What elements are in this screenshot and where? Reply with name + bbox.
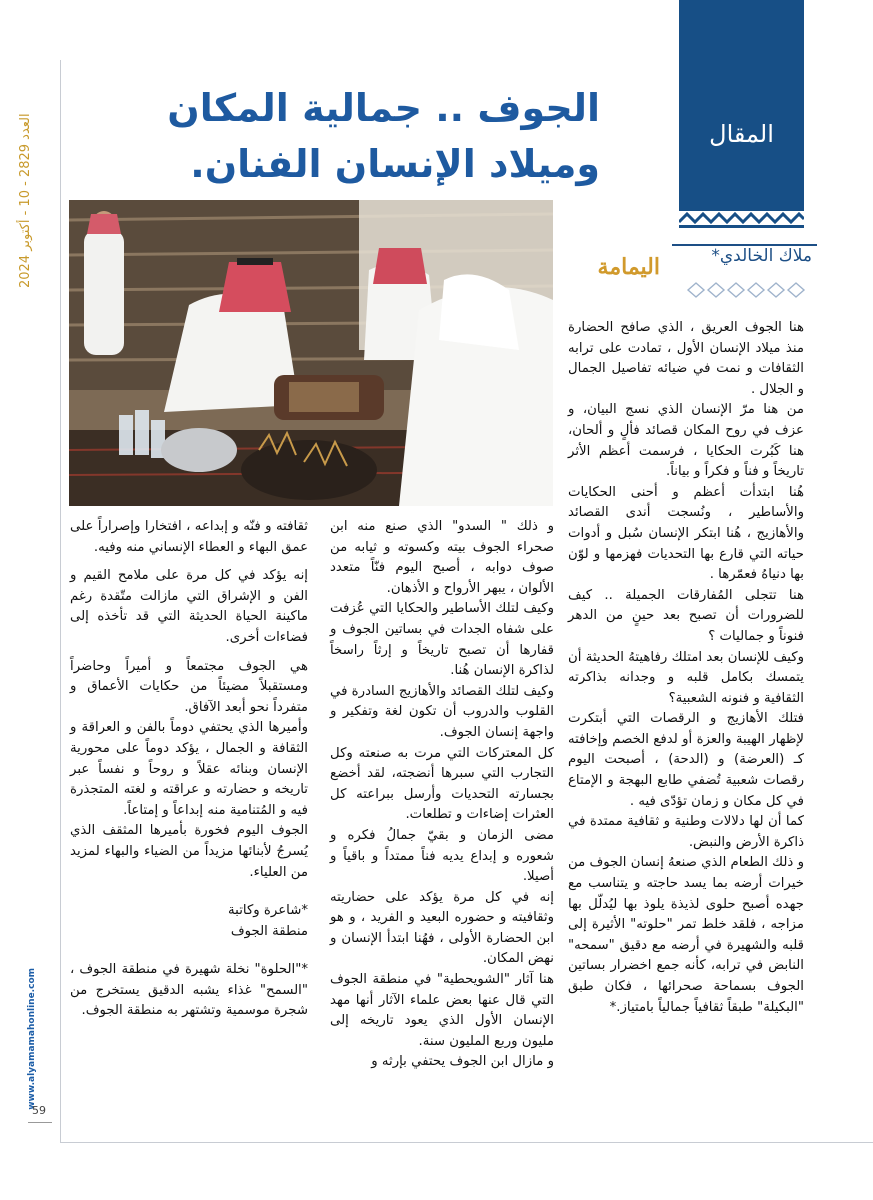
author-name: ملاك الخالدي*: [711, 246, 812, 266]
paragraph: هي الجوف مجتمعاً و أميراً وحاضراً ومستقبلاً مضيئاً من حكايات الأعماق و متفرداً نحو أبعد الآفاق.: [70, 658, 308, 715]
paragraph: و مازال ابن الجوف يحتفي بإرثه و: [371, 1054, 554, 1070]
paragraph: إنه في كل مرة يؤكد على حضاريته وثقافيته و حضوره البعيد و الفريد ، و هو ابن الحضارة الأولى ، فهُنا ابتدأ الإنسان و نهض المكان.: [330, 889, 554, 967]
title-line-1: الجوف .. جمالية المكان: [167, 86, 600, 130]
paragraph: كما أن لها دلالات وطنية و ثقافية ممتدة في ذاكرة الأرض والنبض.: [568, 814, 804, 850]
page-number: 59: [32, 1104, 46, 1117]
paragraph: هُنا ابتدأت أعظم و أحنى الحكايات والأساطير ، ونُسجت أندى القصائد والأهازيج ، هُنا ابتكر الإنسان سُبل و أدوات حياته التي قارع بها التحديات فهزمها و لوّن بها دنياهُ فعمّرها .: [568, 484, 804, 583]
column-left: [70, 517, 308, 1022]
paragraph: وكيف لتلك الأساطير والحكايا التي عُزفت على شفاه الجدات في بساتين الجوف و قفارها أن تصبح تاريخاً و إرثاً راسخاً لذاكرة الإنسان هُنا.: [330, 601, 554, 679]
article-photo: [69, 200, 553, 506]
paragraph: الجوف اليوم فخورة بأميرها المثقف الذي يُسرجُ لأبنائها مزيداً من الضياء والبهاء لمزيد من العلياء.: [70, 823, 308, 880]
paragraph: وكيف لتلك القصائد والأهازيج السادرة في القلوب والدروب أن تكون لغة وتفكير و واجهة إنسان الجوف.: [330, 683, 554, 740]
glossary-footnote: *"الحلوة" نخلة شهيرة في منطقة الجوف ، "السمح" غذاء يشبه الدقيق يستخرج من شجرة موسمية وتشتهر به منطقة الجوف.: [70, 962, 308, 1019]
section-header-block: [679, 0, 804, 218]
title-line-2: وميلاد الإنسان الفنان.: [190, 142, 600, 186]
paragraph: وكيف للإنسان بعد امتلك رفاهيتهُ الحديثة أن يتمسك بكامل قلبه و وجدانه بذاكرته الثقافية و فنونه الشعبية؟: [568, 649, 804, 706]
paragraph: وأميرها الذي يحتفي دوماً بالفن و العراقة و الثقافة و الجمال ، يؤكد دوماً على محورية الإنسان وبنائه عقلاً و روحاً و نفساً عبر تاريخه و حضارته و عراقته و لغته المتجذرة فيه و المُتنامية منه إبداعاً و إمتاعاً.: [70, 720, 308, 818]
paragraph: هنا تتجلى المُفارقات الجميلة .. كيف للضرورات أن تصبح بعد حينٍ من الدهر فنوناً و جماليات ؟: [568, 587, 804, 644]
magazine-logo: اليمامة: [597, 254, 660, 280]
paragraph: و ذلك الطعام الذي صنعهُ إنسان الجوف من خيرات أرضه بما يسد حاجته و يتناسب مع جهده أصبح حلوى لذيذة يلوذ بها ليُدلّل بها مزاجه ، فلقد خلط تمر "حلوته" الأثيرة إلى قلبه والشهيرة في أرضه مع دقيق "سمحه" النابض في ترابه، كأنه جمع اخضرار بساتين الجوف بسماحة صحرائها ، فكان طبق "البكيلة" طبقاً ثقافياً جمالياً بامتياز.*: [568, 855, 804, 1015]
paragraph: فتلك الأهازيج و الرقصات التي أبتكرت لإظهار الهيبة والعزة أو لدفع الخصم وإخافته كـ (العرضة) و (الدحة) ، أصبحت اليوم رقصات شعبية تُضفي طابع البهجة و الإمتاع في كل مكان و زمان تؤدّى فيه .: [568, 711, 804, 809]
column-right: [568, 318, 804, 1018]
website-url: www.alyamamahonline.com: [27, 968, 37, 1110]
frame-bottom-line: [60, 1142, 873, 1143]
diamond-ornament-icon: [680, 280, 806, 300]
paragraph: مضى الزمان و بقيّ جمالُ فكره و شعوره و إبداع يديه فناً ممتداً و باقياً و أصيلا.: [330, 827, 554, 885]
paragraph: و ذلك " السدو" الذي صنع منه ابن صحراء الجوف بيته وكسوته و ثيابه من صوف دوابه ، أصبح اليوم فنّاً متعدد الألوان ، يبهر الأرواح و الأذهان.: [330, 519, 554, 596]
page-number-rule: [28, 1122, 52, 1123]
paragraph: هنا آثار "الشويحطية" في منطقة الجوف التي قال عنها بعض علماء الآثار أنها مهد الإنسان الأول الذي يعود تاريخه إلى مليون وربع المليون سنة.: [330, 972, 554, 1049]
paragraph: من هنا مرّ الإنسان الذي نسج البيان، و عزف في روح المكان قصائد فألٍ و ألحان، هنا كَبُرت الحكايا ، فرسمت أعظم الأثر تاريخاً و فناً و فكراً و بياناً.: [568, 402, 804, 480]
paragraph: ثقافته و فنّه و إبداعه ، افتخارا وإصراراً على عمق البهاء و العطاء الإنساني منه وفيه.: [70, 519, 308, 555]
author-footnote: منطقة الجوف: [230, 923, 308, 939]
section-label: المقال: [709, 120, 774, 148]
paragraph: إنه يؤكد في كل مرة على ملامح القيم و الفن و الإشراق التي مازالت متّقدة رغم ماكينة الحياة الحديثة التي قد تأخذه إلى فضاءات أخرى.: [70, 568, 308, 645]
column-middle: [330, 517, 554, 1073]
paragraph: هنا الجوف العريق ، الذي صافح الحضارة منذ ميلاد الإنسان الأول ، تمادت على ترابه الثقافات و نمت في ضيائه تفاصيل الجمال و الجلال .: [568, 320, 804, 397]
paragraph: كل المعتركات التي مرت به صنعته وكل التجارب التي سبرها أنضجته، لقد أخضع بجسارته التحديات وأرسل ببراعته كل العثرات إضاءات و تطلعات.: [330, 745, 554, 823]
frame-left-line: [60, 60, 61, 1142]
sadu-pattern-icon: [679, 208, 804, 228]
article-title: [110, 80, 600, 192]
issue-info: العدد 2829 - 10 - أكتوبر 2024: [18, 113, 33, 288]
author-footnote: *شاعرة وكاتبة: [228, 903, 308, 919]
